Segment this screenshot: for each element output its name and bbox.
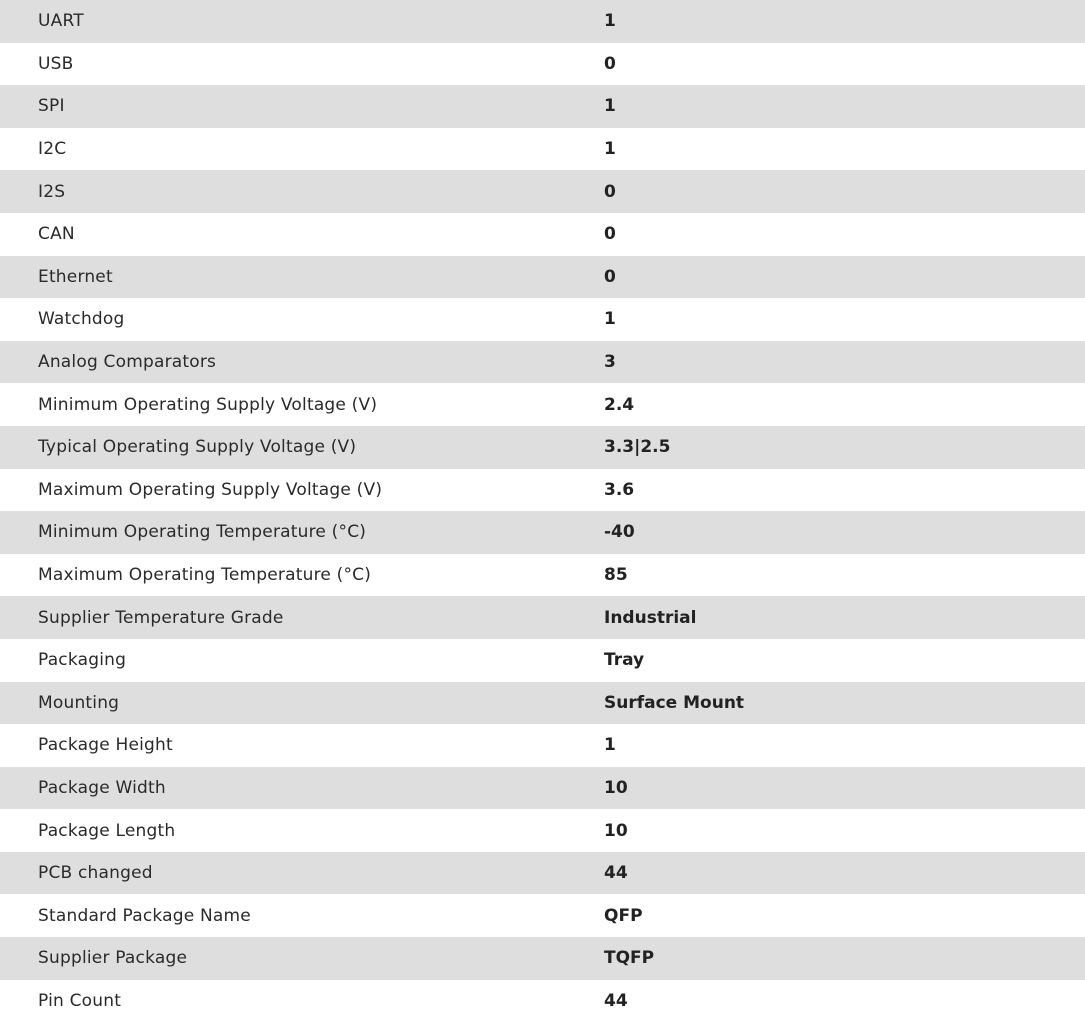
spec-value: 3.6 [604,479,635,500]
table-row [0,980,1085,1022]
spec-value: 0 [604,181,616,202]
spec-value: -40 [604,522,635,543]
table-row [0,469,1085,512]
spec-label: SPI [38,96,65,117]
spec-label: Packaging [38,650,127,671]
table-row [0,0,1085,43]
spec-value: TQFP [604,948,655,969]
spec-label: I2S [38,181,66,202]
spec-label: PCB changed [38,863,153,884]
table-row [0,256,1085,299]
table-row [0,213,1085,256]
table-row [0,511,1085,554]
spec-value: 10 [604,820,628,841]
table-row [0,682,1085,725]
spec-value: 10 [604,777,628,798]
spec-label: Ethernet [38,266,113,287]
spec-label: Package Height [38,735,173,756]
spec-label: Typical Operating Supply Voltage (V) [38,437,357,458]
spec-value: Tray [604,650,645,671]
table-row [0,341,1085,384]
table-row [0,852,1085,895]
table-row [0,85,1085,128]
spec-label: Supplier Temperature Grade [38,607,284,628]
spec-value: Industrial [604,607,697,628]
spec-label: Minimum Operating Supply Voltage (V) [38,394,378,415]
spec-value: 1 [604,735,616,756]
table-row [0,937,1085,980]
spec-value: 0 [604,53,616,74]
table-row [0,596,1085,639]
table-row [0,170,1085,213]
spec-value: Surface Mount [604,692,745,713]
spec-value: 0 [604,224,616,245]
spec-value: 3 [604,352,616,373]
spec-value: 1 [604,11,616,32]
table-row [0,43,1085,86]
spec-label: Mounting [38,692,120,713]
table-row [0,554,1085,597]
spec-label: Minimum Operating Temperature (°C) [38,522,367,543]
table-row [0,298,1085,341]
spec-value: 3.3|2.5 [604,437,671,458]
table-row [0,128,1085,171]
spec-label: Watchdog [38,309,125,330]
spec-label: Package Width [38,777,166,798]
spec-label: Package Length [38,820,176,841]
spec-value: 44 [604,990,628,1011]
spec-value: 1 [604,139,616,160]
spec-value: 2.4 [604,394,635,415]
spec-value: 1 [604,96,616,117]
spec-value: 85 [604,565,628,586]
spec-label: CAN [38,224,75,245]
spec-value: 1 [604,309,616,330]
spec-label: Supplier Package [38,948,188,969]
table-row [0,426,1085,469]
spec-label: Pin Count [38,990,122,1011]
spec-label: Maximum Operating Supply Voltage (V) [38,479,383,500]
spec-label: I2C [38,139,67,160]
table-row [0,383,1085,426]
table-row [0,724,1085,767]
spec-label: Maximum Operating Temperature (°C) [38,565,372,586]
table-row [0,767,1085,810]
spec-label: Standard Package Name [38,905,251,926]
spec-label: USB [38,53,74,74]
spec-value: 0 [604,266,616,287]
table-row [0,894,1085,937]
spec-value: QFP [604,905,643,926]
spec-label: UART [38,11,84,32]
table-row [0,809,1085,852]
table-row [0,639,1085,682]
spec-label: Analog Comparators [38,352,217,373]
spec-value: 44 [604,863,628,884]
